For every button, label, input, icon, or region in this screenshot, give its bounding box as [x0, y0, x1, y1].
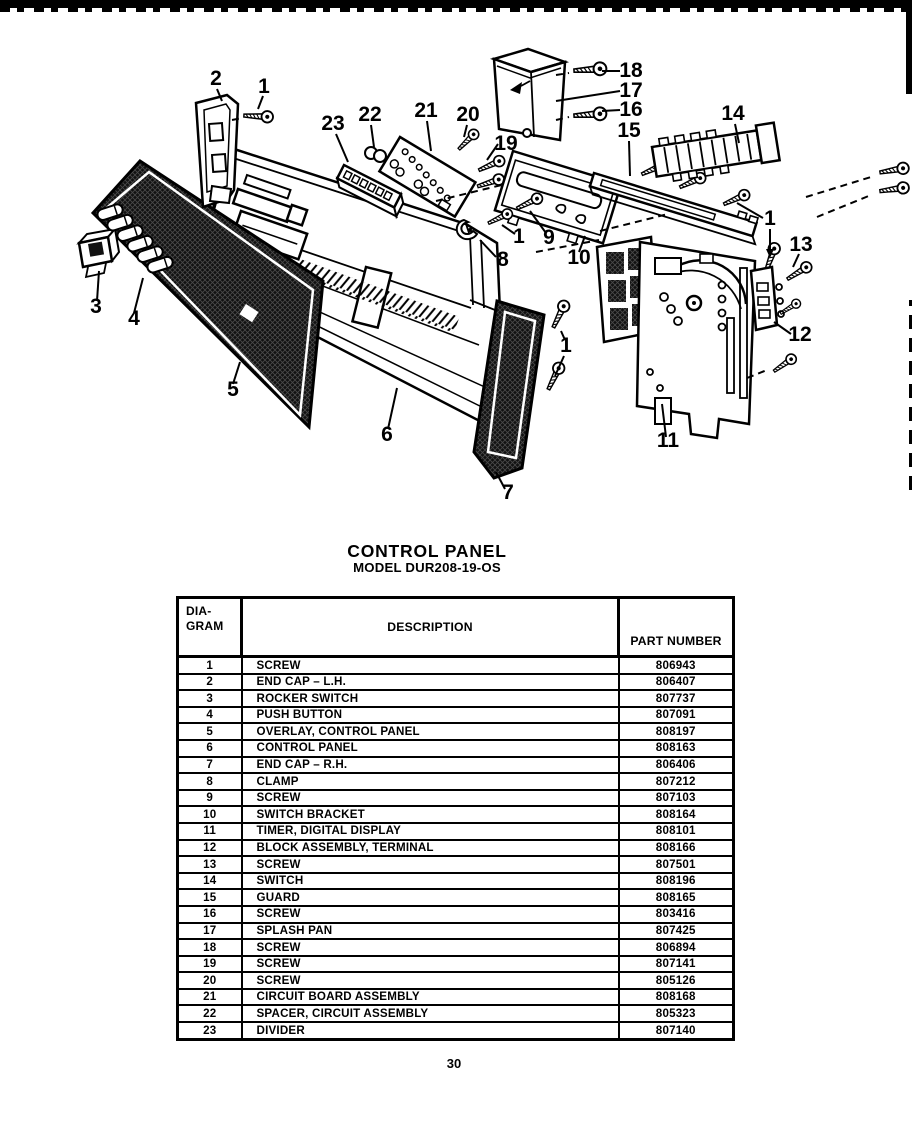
- diagram-number-cell: 8: [178, 773, 242, 790]
- table-row: [178, 873, 734, 890]
- part-number-cell: 808165: [619, 889, 734, 906]
- page-title: [176, 542, 678, 576]
- table-row: [178, 740, 734, 757]
- description-cell: ROCKER SWITCH: [242, 690, 619, 707]
- part-number-cell: 807141: [619, 956, 734, 973]
- description-cell: OVERLAY, CONTROL PANEL: [242, 723, 619, 740]
- diagram-number-cell: 7: [178, 757, 242, 774]
- table-header-row: [178, 598, 734, 657]
- diagram-number-cell: 2: [178, 674, 242, 691]
- part-number-cell: 807501: [619, 856, 734, 873]
- callout-label: 1: [513, 225, 525, 248]
- part-number-cell: 807140: [619, 1022, 734, 1039]
- header-description: DESCRIPTION: [242, 598, 619, 657]
- part-block-assembly-terminal: [751, 267, 784, 330]
- description-cell: SCREW: [242, 856, 619, 873]
- diagram-number-cell: 22: [178, 1005, 242, 1022]
- diagram-number-cell: 16: [178, 906, 242, 923]
- table-row: [178, 840, 734, 857]
- callout-label: 19: [494, 132, 518, 155]
- callout-label: 15: [617, 119, 641, 142]
- callout-label: 1: [560, 334, 572, 357]
- exploded-parts-diagram: [0, 0, 912, 535]
- diagram-number-cell: 19: [178, 956, 242, 973]
- callout-label: 18: [619, 59, 643, 82]
- part-number-cell: 806943: [619, 657, 734, 674]
- description-cell: SCREW: [242, 972, 619, 989]
- title-line1: CONTROL PANEL: [347, 541, 507, 561]
- diagram-number-cell: 14: [178, 873, 242, 890]
- description-cell: END CAP – R.H.: [242, 757, 619, 774]
- diagram-number-cell: 11: [178, 823, 242, 840]
- description-cell: BLOCK ASSEMBLY, TERMINAL: [242, 840, 619, 857]
- part-number-cell: 808164: [619, 806, 734, 823]
- table-row: [178, 939, 734, 956]
- description-cell: END CAP – L.H.: [242, 674, 619, 691]
- part-switch: [651, 121, 780, 184]
- callout-label: 10: [567, 246, 591, 269]
- callout-label: 23: [321, 112, 345, 135]
- callout-label: 11: [656, 429, 680, 452]
- table-row: [178, 790, 734, 807]
- diagram-number-cell: 18: [178, 939, 242, 956]
- parts-table: [176, 596, 735, 1041]
- table-row: [178, 823, 734, 840]
- description-cell: SCREW: [242, 956, 619, 973]
- part-rocker-switch: [79, 229, 119, 277]
- description-cell: SCREW: [242, 790, 619, 807]
- part-number-cell: 807425: [619, 923, 734, 940]
- description-cell: DIVIDER: [242, 1022, 619, 1039]
- description-cell: TIMER, DIGITAL DISPLAY: [242, 823, 619, 840]
- description-cell: GUARD: [242, 889, 619, 906]
- part-number-cell: 807103: [619, 790, 734, 807]
- diagram-number-cell: 1: [178, 657, 242, 674]
- parts-table-body: [178, 657, 734, 1040]
- table-row: [178, 889, 734, 906]
- description-cell: SCREW: [242, 906, 619, 923]
- callout-label: 1: [764, 207, 776, 230]
- table-row: [178, 757, 734, 774]
- diagram-number-cell: 15: [178, 889, 242, 906]
- description-cell: SPACER, CIRCUIT ASSEMBLY: [242, 1005, 619, 1022]
- part-number-cell: 806407: [619, 674, 734, 691]
- description-cell: SCREW: [242, 939, 619, 956]
- part-number-cell: 805323: [619, 1005, 734, 1022]
- table-row: [178, 906, 734, 923]
- table-row: [178, 1022, 734, 1039]
- description-cell: SCREW: [242, 657, 619, 674]
- header-diagram: [178, 598, 242, 657]
- table-row: [178, 707, 734, 724]
- table-row: [178, 956, 734, 973]
- table-row: [178, 674, 734, 691]
- part-timer-digital-display: [597, 237, 755, 438]
- description-cell: SWITCH BRACKET: [242, 806, 619, 823]
- callout-label: 8: [497, 248, 509, 271]
- diagram-number-cell: 4: [178, 707, 242, 724]
- diagram-number-cell: 23: [178, 1022, 242, 1039]
- callout-label: 7: [502, 481, 514, 504]
- callout-label: 9: [543, 226, 555, 249]
- part-number-cell: 806894: [619, 939, 734, 956]
- description-cell: PUSH BUTTON: [242, 707, 619, 724]
- table-row: [178, 657, 734, 674]
- description-cell: SWITCH: [242, 873, 619, 890]
- table-row: [178, 856, 734, 873]
- description-cell: SPLASH PAN: [242, 923, 619, 940]
- callout-label: 14: [721, 102, 745, 125]
- part-number-cell: 803416: [619, 906, 734, 923]
- diagram-number-cell: 9: [178, 790, 242, 807]
- table-row: [178, 972, 734, 989]
- callout-label: 22: [358, 103, 382, 126]
- diagram-number-cell: 21: [178, 989, 242, 1006]
- header-part-number: PART NUMBER: [619, 598, 734, 657]
- callout-label: 1: [258, 75, 270, 98]
- callout-label: 4: [128, 307, 140, 330]
- part-number-cell: 808168: [619, 989, 734, 1006]
- diagram-number-cell: 13: [178, 856, 242, 873]
- table-row: [178, 1005, 734, 1022]
- diagram-number-cell: 6: [178, 740, 242, 757]
- part-number-cell: 807212: [619, 773, 734, 790]
- description-cell: CONTROL PANEL: [242, 740, 619, 757]
- diagram-number-cell: 3: [178, 690, 242, 707]
- diagram-number-cell: 5: [178, 723, 242, 740]
- diagram-number-cell: 12: [178, 840, 242, 857]
- callout-label: 13: [789, 233, 813, 256]
- part-number-cell: 808163: [619, 740, 734, 757]
- part-number-cell: 808197: [619, 723, 734, 740]
- part-number-cell: 805126: [619, 972, 734, 989]
- part-number-cell: 808101: [619, 823, 734, 840]
- part-number-cell: 808196: [619, 873, 734, 890]
- header-diagram-line2: GRAM: [186, 619, 224, 633]
- callout-label: 3: [90, 295, 102, 318]
- callout-label: 12: [788, 323, 812, 346]
- part-end-cap-lh: [196, 95, 238, 207]
- description-cell: CLAMP: [242, 773, 619, 790]
- description-cell: CIRCUIT BOARD ASSEMBLY: [242, 989, 619, 1006]
- table-row: [178, 989, 734, 1006]
- diagram-number-cell: 17: [178, 923, 242, 940]
- callout-label: 21: [414, 99, 438, 122]
- callout-label: 16: [619, 98, 643, 121]
- part-number-cell: 808166: [619, 840, 734, 857]
- part-switch-bracket: [493, 151, 622, 251]
- table-row: [178, 723, 734, 740]
- title-line2: MODEL DUR208-19-OS: [353, 560, 501, 576]
- callout-label: 17: [619, 79, 643, 102]
- page-number: 30: [446, 1056, 462, 1071]
- table-row: [178, 773, 734, 790]
- callout-label: 20: [456, 103, 480, 126]
- callout-label: 2: [210, 67, 222, 90]
- part-number-cell: 806406: [619, 757, 734, 774]
- diagram-number-cell: 10: [178, 806, 242, 823]
- header-diagram-line1: DIA-: [186, 604, 212, 618]
- part-number-cell: 807737: [619, 690, 734, 707]
- table-row: [178, 806, 734, 823]
- diagram-number-cell: 20: [178, 972, 242, 989]
- part-number-cell: 807091: [619, 707, 734, 724]
- table-row: [178, 923, 734, 940]
- part-spacer: [365, 147, 386, 162]
- table-row: [178, 690, 734, 707]
- callout-label: 5: [227, 378, 239, 401]
- callout-label: 6: [381, 423, 393, 446]
- part-splash-pan: [494, 49, 565, 140]
